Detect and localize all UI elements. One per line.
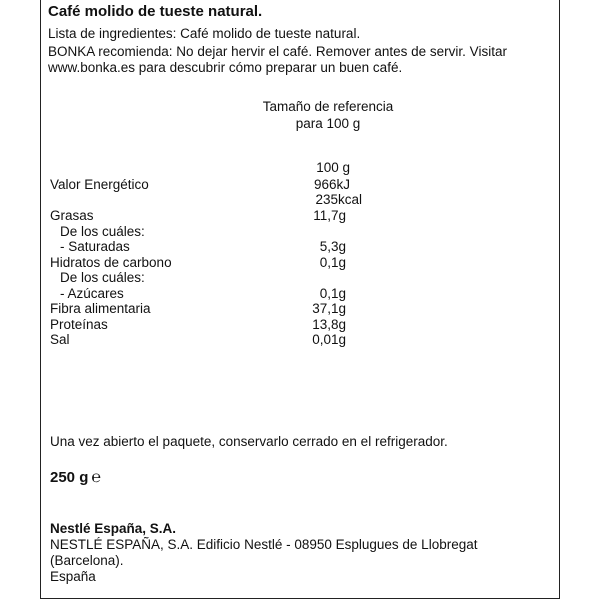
recommendation-line-1: BONKA recomienda: No dejar hervir el café. Remover antes de servir. Visitar: [48, 44, 507, 59]
energy-kcal-value: 235kcal: [315, 192, 362, 207]
company-name: Nestlé España, S.A.: [50, 521, 177, 536]
recommendation-line-2: www.bonka.es para descubrir cómo preparar un buen café.: [48, 60, 403, 75]
nutrient-sublabel: De los cuáles:: [60, 224, 145, 239]
nutrient-value: 0,1g: [319, 286, 346, 301]
company-address-line-1: NESTLÉ ESPAÑA, S.A. Edificio Nestlé - 08950 Esplugues de Llobregat: [50, 537, 478, 552]
nutrient-sublabel: De los cuáles:: [60, 270, 145, 285]
net-weight-value: 250 g: [50, 469, 89, 486]
nutrient-label: - Saturadas: [60, 239, 130, 254]
nutrient-label: - Azúcares: [60, 286, 124, 301]
nutrient-value: 11,7g: [313, 208, 346, 223]
reference-size-line-1: Tamaño de referencia: [262, 99, 394, 114]
nutrient-value: 37,1g: [312, 301, 346, 316]
nutrient-value: 0,01g: [312, 332, 346, 347]
nutrient-label: Sal: [50, 332, 70, 347]
nutrient-label: Grasas: [50, 208, 94, 223]
storage-instructions: Una vez abierto el paquete, conservarlo cerrado en el refrigerador.: [50, 434, 448, 449]
nutrient-value: 13,8g: [312, 317, 346, 332]
energy-kj-value: 966kJ: [313, 177, 350, 192]
product-title: Café molido de tueste natural.: [48, 3, 263, 20]
nutrient-label: Fibra alimentaria: [50, 301, 151, 316]
company-address-line-2: (Barcelona).: [50, 553, 124, 568]
company-country: España: [50, 569, 96, 584]
nutrient-label: Proteínas: [50, 317, 108, 332]
estimated-sign-icon: ℮: [91, 469, 101, 486]
energy-label: Valor Energético: [50, 177, 149, 192]
ingredients-list: Lista de ingredientes: Café molido de tueste natural.: [48, 26, 361, 41]
nutrient-value: 0,1g: [319, 255, 346, 270]
reference-size-line-2: para 100 g: [295, 116, 361, 131]
nutrient-label: Hidratos de carbono: [50, 255, 172, 270]
net-weight: [50, 470, 101, 486]
nutrient-value: 5,3g: [319, 239, 346, 254]
nutrition-column-header: 100 g: [316, 160, 350, 175]
